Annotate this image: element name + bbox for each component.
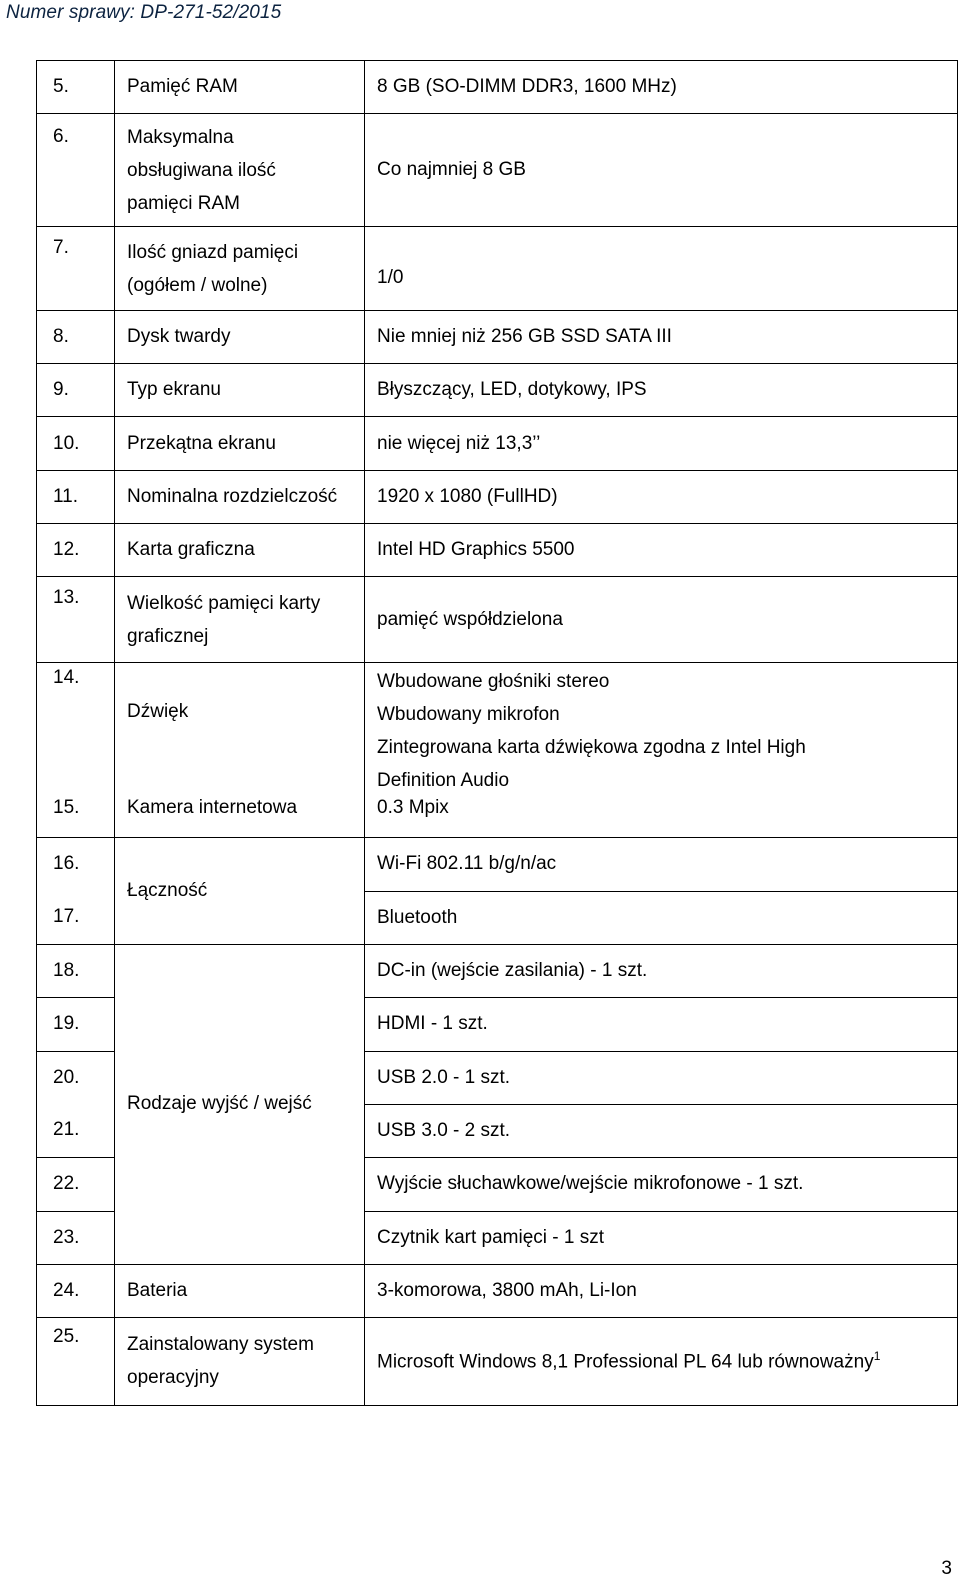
parameter-value: 3-komorowa, 3800 mAh, Li-Ion — [365, 1264, 958, 1317]
parameter-value: 8 GB (SO-DIMM DDR3, 1600 MHz) — [365, 61, 958, 114]
table-row — [37, 797, 958, 837]
row-number: 25. — [37, 1317, 115, 1405]
parameter-name — [115, 114, 365, 227]
table-row — [37, 61, 958, 114]
parameter-value — [365, 1317, 958, 1405]
row-number: 5. — [37, 61, 115, 114]
parameter-value: HDMI - 1 szt. — [365, 997, 958, 1051]
parameter-name: Bateria — [115, 1264, 365, 1317]
table-row — [37, 471, 958, 524]
table-row — [37, 114, 958, 227]
row-number: 24. — [37, 1264, 115, 1317]
row-number: 8. — [37, 311, 115, 364]
row-number: 9. — [37, 364, 115, 417]
parameter-value — [365, 663, 958, 798]
parameter-value-line: Wbudowane głośniki stereo — [377, 671, 610, 692]
parameter-value: USB 3.0 - 2 szt. — [365, 1104, 958, 1157]
parameter-value: Czytnik kart pamięci - 1 szt — [365, 1211, 958, 1264]
row-number: 19. — [37, 997, 115, 1051]
parameter-name-line: Zainstalowany system — [127, 1334, 314, 1355]
row-number: 6. — [37, 114, 115, 227]
parameter-value: pamięć współdzielona — [365, 577, 958, 663]
parameter-name — [115, 577, 365, 663]
parameter-value-line: Zintegrowana karta dźwiękowa zgodna z Intel High — [377, 737, 806, 758]
parameter-name-line: graficznej — [127, 625, 209, 647]
row-number: 12. — [37, 524, 115, 577]
parameter-value: Nie mniej niż 256 GB SSD SATA III — [365, 311, 958, 364]
parameter-name-line: operacyjny — [127, 1367, 219, 1388]
parameter-value: Błyszczący, LED, dotykowy, IPS — [365, 364, 958, 417]
row-number: 17. — [37, 891, 115, 944]
parameter-value: USB 2.0 - 1 szt. — [365, 1051, 958, 1104]
parameter-name: Pamięć RAM — [115, 61, 365, 114]
parameter-name: Karta graficzna — [115, 524, 365, 577]
parameter-name: Dysk twardy — [115, 311, 365, 364]
row-number: 7. — [37, 227, 115, 311]
table-row — [37, 311, 958, 364]
table-row — [37, 944, 958, 997]
row-number: 13. — [37, 577, 115, 663]
table-row — [37, 1317, 958, 1405]
specification-table-wrapper — [36, 60, 957, 1469]
parameter-name: Kamera internetowa — [115, 797, 365, 837]
parameter-value: 0.3 Mpix — [365, 797, 958, 837]
parameter-name: Dźwięk — [115, 663, 365, 798]
table-row — [37, 227, 958, 311]
parameter-name — [115, 1317, 365, 1405]
group-name-ports: Rodzaje wyjść / wejść — [115, 944, 365, 1264]
row-number: 21. — [37, 1104, 115, 1157]
parameter-value-line: Definition Audio — [377, 770, 510, 791]
table-row — [37, 524, 958, 577]
parameter-name-line: pamięci RAM — [127, 192, 240, 214]
page-number: 3 — [941, 1558, 952, 1579]
parameter-value-text: Microsoft Windows 8,1 Professional PL 64 lub równoważny — [377, 1351, 874, 1373]
row-number: 16. — [37, 837, 115, 891]
parameter-value: Wyjście słuchawkowe/wejście mikrofonowe - 1 szt. — [365, 1157, 958, 1211]
parameter-name-line: Ilość gniazd pamięci — [127, 241, 299, 263]
parameter-name-line: (ogółem / wolne) — [127, 274, 268, 296]
parameter-name: Przekątna ekranu — [115, 417, 365, 471]
parameter-name — [115, 227, 365, 311]
table-row — [37, 663, 958, 798]
parameter-value: 1/0 — [365, 227, 958, 311]
parameter-value-line: Wbudowany mikrofon — [377, 704, 560, 725]
parameter-value: Co najmniej 8 GB — [365, 114, 958, 227]
parameter-name: Typ ekranu — [115, 364, 365, 417]
group-name-connectivity: Łączność — [115, 837, 365, 944]
parameter-value: Intel HD Graphics 5500 — [365, 524, 958, 577]
row-number: 20. — [37, 1051, 115, 1104]
parameter-value: nie więcej niż 13,3’’ — [365, 417, 958, 471]
table-row — [37, 417, 958, 471]
parameter-value: Wi-Fi 802.11 b/g/n/ac — [365, 837, 958, 891]
row-number: 14. — [37, 663, 115, 798]
row-number: 11. — [37, 471, 115, 524]
table-row — [37, 577, 958, 663]
parameter-name-line: obsługiwana ilość — [127, 159, 276, 181]
row-number: 10. — [37, 417, 115, 471]
parameter-name-line: Wielkość pamięci karty — [127, 592, 321, 614]
parameter-name-line: Maksymalna — [127, 126, 234, 148]
parameter-value: DC-in (wejście zasilania) - 1 szt. — [365, 944, 958, 997]
parameter-value: Bluetooth — [365, 891, 958, 944]
row-number: 15. — [37, 797, 115, 837]
row-number: 23. — [37, 1211, 115, 1264]
table-row — [37, 837, 958, 891]
specification-table — [36, 60, 958, 1406]
parameter-name: Nominalna rozdzielczość — [115, 471, 365, 524]
row-number: 18. — [37, 944, 115, 997]
row-number: 22. — [37, 1157, 115, 1211]
table-row — [37, 364, 958, 417]
footnote-marker: 1 — [873, 1348, 881, 1363]
parameter-value: 1920 x 1080 (FullHD) — [365, 471, 958, 524]
case-number-header: Numer sprawy: DP-271-52/2015 — [6, 2, 282, 23]
table-row — [37, 1264, 958, 1317]
